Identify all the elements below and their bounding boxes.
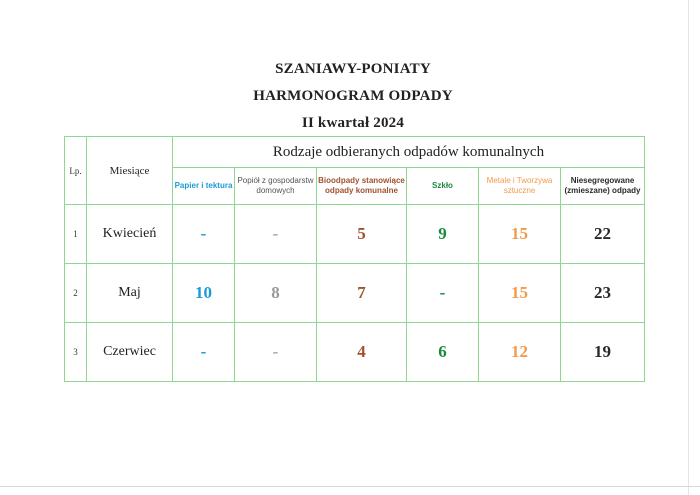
header-lp: Lp. [65, 137, 87, 205]
row-number: 2 [65, 264, 87, 323]
value-glass: 9 [407, 205, 479, 264]
value-bio: 5 [317, 205, 407, 264]
value-bio: 7 [317, 264, 407, 323]
title-schedule: HARMONOGRAM ODPADY [253, 88, 453, 104]
title-quarter: II kwartał 2024 [301, 115, 405, 131]
value-paper: - [173, 323, 235, 382]
value-ash: - [235, 323, 317, 382]
value-ash: 8 [235, 264, 317, 323]
row-number: 1 [65, 205, 87, 264]
category-metal-plastic: Metale i Tworzywa sztuczne [479, 168, 561, 205]
header-waste-types: Rodzaje odbieranych odpadów komunalnych [173, 137, 645, 168]
category-bio: Bioodpady stanowiące odpady komunalne [317, 168, 407, 205]
value-ash: - [235, 205, 317, 264]
value-metal-plastic: 12 [479, 323, 561, 382]
category-glass: Szkło [407, 168, 479, 205]
value-glass: 6 [407, 323, 479, 382]
category-mixed: Niesegregowane (zmieszane) odpady [561, 168, 645, 205]
value-mixed: 23 [561, 264, 645, 323]
value-glass: - [407, 264, 479, 323]
value-mixed: 22 [561, 205, 645, 264]
value-bio: 4 [317, 323, 407, 382]
table-row [65, 205, 645, 264]
table-row [65, 323, 645, 382]
row-number: 3 [65, 323, 87, 382]
row-month: Kwiecień [87, 205, 173, 264]
value-metal-plastic: 15 [479, 205, 561, 264]
row-month: Maj [87, 264, 173, 323]
value-mixed: 19 [561, 323, 645, 382]
header-month: Miesiące [87, 137, 173, 205]
value-paper: - [173, 205, 235, 264]
waste-schedule-table [64, 136, 645, 382]
table-row [65, 264, 645, 323]
value-paper: 10 [173, 264, 235, 323]
page-edge-bottom [0, 486, 700, 487]
category-ash: Popiół z gospodarstw domowych [235, 168, 317, 205]
title-municipality: SZANIAWY-PONIATY [275, 61, 431, 77]
row-month: Czerwiec [87, 323, 173, 382]
value-metal-plastic: 15 [479, 264, 561, 323]
category-paper: Papier i tektura [173, 168, 235, 205]
